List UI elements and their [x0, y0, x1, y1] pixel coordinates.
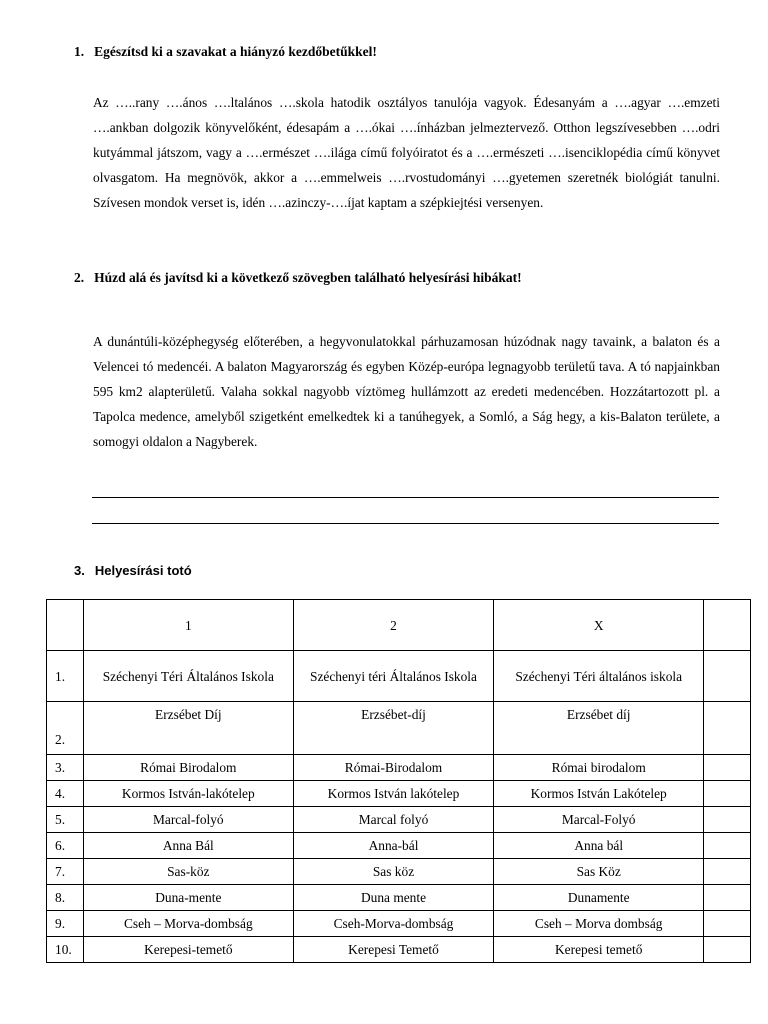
option-1-cell: Erzsébet Díj	[83, 702, 293, 755]
answer-line-2[interactable]	[92, 523, 719, 524]
section-2-heading	[74, 270, 522, 286]
option-x-cell: Kerepesi temető	[494, 937, 704, 963]
answer-cell[interactable]	[704, 651, 751, 702]
option-x-cell: Sas Köz	[494, 859, 704, 885]
section-2-text: A dunántúli-középhegység előterében, a hegyvonulatokkal párhuzamosan húzódnak nagy tavaink, a balaton és a Velencei tó medencéi. A balaton Magyarország és egyben Közép-európa legnagyobb területű tava. A tó napjainkban 595 km2 alapterületű. Valaha sokkal nagyobb víztömeg hullámzott az eredeti medencében. Hozzátartozott pl. a Tapolca medence, amelyből szigetként emelkedtek ki a tanúhegyek, a Somló, a Ság hegy, a kis-Balaton területe, a somogyi oldalon a Nagyberek.	[93, 334, 720, 449]
row-number: 1.	[47, 651, 84, 702]
table-row	[47, 885, 751, 911]
answer-cell[interactable]	[704, 911, 751, 937]
option-1-cell: Széchenyi Téri Általános Iskola	[83, 651, 293, 702]
answer-cell[interactable]	[704, 885, 751, 911]
option-2-cell: Római-Birodalom	[293, 755, 494, 781]
table-row	[47, 833, 751, 859]
row-number: 5.	[47, 807, 84, 833]
option-x-cell: Dunamente	[494, 885, 704, 911]
option-1-cell: Kerepesi-temető	[83, 937, 293, 963]
corner-cell	[47, 600, 84, 651]
toto-table	[46, 599, 751, 963]
section-2-title: Húzd alá és javítsd ki a következő szövegben található helyesírási hibákat!	[94, 270, 522, 285]
answer-cell[interactable]	[704, 781, 751, 807]
row-number: 10.	[47, 937, 84, 963]
section-3-title: Helyesírási totó	[94, 563, 192, 578]
answer-cell[interactable]	[704, 702, 751, 755]
option-2-cell: Széchenyi téri Általános Iskola	[293, 651, 494, 702]
option-1-cell: Sas-köz	[83, 859, 293, 885]
table-row	[47, 702, 751, 755]
header-option-1: 1	[83, 600, 293, 651]
header-option-x: X	[494, 600, 704, 651]
option-x-cell: Kormos István Lakótelep	[494, 781, 704, 807]
option-2-cell: Erzsébet-díj	[293, 702, 494, 755]
section-3-heading	[74, 563, 192, 578]
row-number: 8.	[47, 885, 84, 911]
section-1-number: 1.	[74, 44, 85, 59]
table-row	[47, 755, 751, 781]
table-row	[47, 807, 751, 833]
section-3-number: 3.	[74, 563, 85, 578]
row-number: 2.	[47, 702, 84, 755]
option-x-cell: Anna bál	[494, 833, 704, 859]
answer-cell[interactable]	[704, 755, 751, 781]
section-1-heading	[74, 44, 377, 60]
option-1-cell: Duna-mente	[83, 885, 293, 911]
section-2-number: 2.	[74, 270, 85, 285]
option-2-cell: Duna mente	[293, 885, 494, 911]
option-1-cell: Kormos István-lakótelep	[83, 781, 293, 807]
table-row	[47, 911, 751, 937]
toto-header-row	[47, 600, 751, 651]
row-number: 9.	[47, 911, 84, 937]
section-1-title: Egészítsd ki a szavakat a hiányzó kezdőbetűkkel!	[94, 44, 377, 59]
row-number: 4.	[47, 781, 84, 807]
section-2-paragraph	[93, 329, 720, 454]
option-2-cell: Anna-bál	[293, 833, 494, 859]
option-2-cell: Cseh-Morva-dombság	[293, 911, 494, 937]
answer-column-header	[704, 600, 751, 651]
table-row	[47, 781, 751, 807]
section-1-paragraph	[93, 90, 720, 215]
option-2-cell: Marcal folyó	[293, 807, 494, 833]
option-2-cell: Sas köz	[293, 859, 494, 885]
option-x-cell: Cseh – Morva dombság	[494, 911, 704, 937]
option-2-cell: Kormos István lakótelep	[293, 781, 494, 807]
table-row	[47, 651, 751, 702]
option-x-cell: Széchenyi Téri általános iskola	[494, 651, 704, 702]
answer-cell[interactable]	[704, 859, 751, 885]
option-x-cell: Erzsébet díj	[494, 702, 704, 755]
header-option-2: 2	[293, 600, 494, 651]
answer-cell[interactable]	[704, 937, 751, 963]
option-1-cell: Marcal-folyó	[83, 807, 293, 833]
answer-cell[interactable]	[704, 833, 751, 859]
section-1-text: Az …..rany ….ános ….ltalános ….skola hatodik osztályos tanulója vagyok. Édesanyám a ….agyar ….emzeti ….ankban dolgozik könyvelőként, édesapám a ….ókai ….ínházban jelmeztervező. Otthon legszívesebben ….odri kutyámmal játszom, vagy a ….ermészet ….ilága című folyóiratot és a ….ermészeti ….isenciklopédia című könyvet olvasgatom. Ha megnövök, akkor a ….emmelweis ….rvostudományi ….gyetemen szeretnék biológiát tanulni. Szívesen mondok verset is, idén ….azinczy-….íjat kaptam a szépkiejtési versenyen.	[93, 95, 720, 210]
table-row	[47, 859, 751, 885]
table-row	[47, 937, 751, 963]
option-x-cell: Marcal-Folyó	[494, 807, 704, 833]
option-1-cell: Római Birodalom	[83, 755, 293, 781]
row-number: 7.	[47, 859, 84, 885]
answer-line-1[interactable]	[92, 497, 719, 498]
option-1-cell: Anna Bál	[83, 833, 293, 859]
option-1-cell: Cseh – Morva-dombság	[83, 911, 293, 937]
option-2-cell: Kerepesi Temető	[293, 937, 494, 963]
option-x-cell: Római birodalom	[494, 755, 704, 781]
answer-cell[interactable]	[704, 807, 751, 833]
row-number: 3.	[47, 755, 84, 781]
row-number: 6.	[47, 833, 84, 859]
